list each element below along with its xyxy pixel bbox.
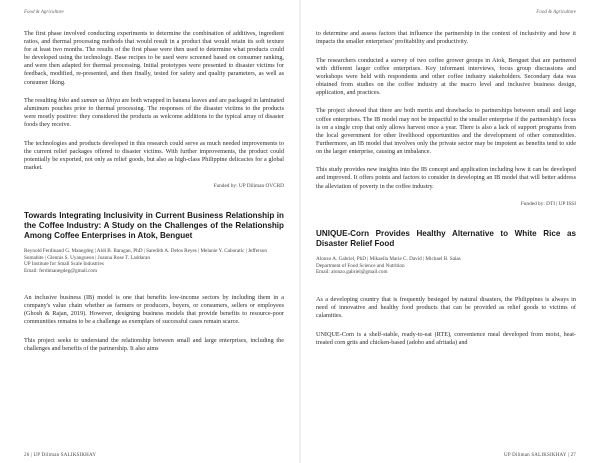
- left-p2-text-a: The resulting: [24, 97, 59, 105]
- coffee-article-paragraph-2: This project seeks to understand the relationship between small and large enterprises, including the challenges and benefits of the partnership. It also aims: [24, 336, 284, 353]
- corn-article-byline: [316, 256, 576, 276]
- left-paragraph-1: The first phase involved conducting experiments to determine the combination of additives, ingredient ratios, and thermal processing methods that would result in a product that would retain its soft texture for at least two months. The results of the first phase were then used to determine what products could be developed using the technology. Base recipes to be used were screened based on consumer ranking, and were then adapted for thermal processing. Initial prototypes were presented to disaster victims for feedback, modified, re-presented, and then finally, tested for safety and quality parameters, as well as consumer liking.: [24, 30, 284, 86]
- left-funding-credit: Funded by: UP Diliman OVCRD: [213, 182, 284, 189]
- right-paragraph-3: The project showed that there are both merits and drawbacks to partnerships between small and large coffee enterprises. The IB model may not be impactful to the smaller enterprise if the partnership's focus is on a single crop that only allows harvest once a year. There is also a lack of support programs from the local government for other livelihood opportunities and the development of other commodities. Furthermore, an IB model that involves only the private sector may be impotent as benefits tend to side on the larger enterprise, causing an imbalance.: [316, 107, 576, 155]
- left-p2-suman: suman sa lihiya: [81, 97, 121, 105]
- coffee-article-email: Email: ferdimanegdeg@gmail.com: [24, 267, 98, 274]
- left-paragraph-2: [24, 97, 284, 129]
- corn-article-paragraph-1: As a developing country that is frequently besieged by natural disasters, the Philippines is always in need of innovative and healthy food products that can be provided as relief goods to victims of calamities.: [316, 295, 576, 320]
- corn-article-email: Email: alonzo.gabriel@gmail.com: [316, 269, 388, 276]
- right-running-head: Food & Agriculture: [536, 10, 576, 15]
- coffee-article-affiliation: UP Institute for Small Scale Industries: [24, 261, 104, 268]
- corn-article-authors: Alonzo A. Gabriel, PhD | Mikaella Marie C. David | Michael B. Salas: [316, 256, 461, 263]
- spread-gutter: [299, 0, 301, 463]
- left-paragraph-3: The technologies and products developed in this research could serve as much needed improvements to the current relief packages offered to disaster victims. With further improvements, the product could potentially be exported, not only as relief goods, but also as high-class Philippine delicacies for a global market.: [24, 139, 284, 172]
- right-paragraph-1: to determine and assess factors that influence the partnership in the context of inclusivity and how it impacts the smaller enterprises' profitability and productivity.: [316, 30, 576, 46]
- coffee-article-paragraph-1: An inclusive business (IB) model is one that benefits low-income sectors by including them in a company's value chain whether as farmers or producers, buyers, or consumers, sellers or employees (Ghosh & Rajan, 2019). However, designing business models that provide benefits to resource-poor communities remains to be a challenge as exemplars of successful cases remain scarce.: [24, 294, 284, 326]
- left-column: [24, 30, 284, 364]
- coffee-article-authors: Reynold Ferdinand G. Manegdeg | Aldi B. Baragan, PhD | Saredith A. Delos Reyes | Melanie Y. Caboratic | Jefferson Sumabite | Glennis S. Uyangueon | Joanna Rose T. Laddaran: [24, 248, 267, 261]
- right-page-footer: UP Diliman SALIKSIKHAY | 27: [504, 453, 576, 458]
- left-p2-text-b: and: [69, 97, 82, 105]
- corn-article-affiliation: Department of Food Science and Nutrition: [316, 262, 405, 269]
- right-column: [316, 30, 576, 357]
- coffee-article-byline: [24, 248, 284, 274]
- corn-article-paragraph-2: UNIQUE-Corn is a shelf-stable, ready-to-eat (RTE), convenience meal developed from moist, heat-treated corn grits and chicken-based (adobo and afritada) and: [316, 330, 576, 346]
- coffee-article-title: Towards Integrating Inclusivity in Current Business Relationship in the Coffee Industry: A Study on the Challenges of the Relationship Among Coffee Enterprises in Atok, Benguet: [24, 210, 284, 240]
- right-paragraph-2: The researchers conducted a survey of two coffee grower groups in Atok, Benguet that are partnered with different larger coffee enterprises. Key informant interviews, focus group discussions and workshops were held with respondents and other coffee industry stakeholders. Secondary data was obtained from studies on the coffee industry at the macro level and inclusive business design, application, and practices.: [316, 56, 576, 96]
- left-page: [0, 0, 298, 463]
- left-p2-text-c: are both wrapped in banana leaves and are packaged in laminated aluminum pouches prior to thermal processing. The responses of the disaster victims to the products were mostly positive: they considered the products as welcome additions to the typical array of disaster foods they receive.: [24, 97, 284, 129]
- left-p2-biko: biko: [58, 97, 70, 105]
- right-funding-credit: Funded by: DTI | UP ISSI: [520, 201, 576, 208]
- corn-article-title: UNIQUE-Corn Provides Healthy Alternative to White Rice as Disaster Relief Food: [316, 229, 576, 249]
- left-running-head: Food & Agriculture: [24, 10, 64, 15]
- left-page-footer: 26 | UP Diliman SALIKSIKHAY: [24, 453, 97, 458]
- right-page: [302, 0, 600, 463]
- right-paragraph-4: This study provides new insights into the IB concept and application including how it can be developed and improved. It offers points and factors to consider in developing an IB model that will better address the alleviation of poverty in the coffee industry.: [316, 166, 576, 190]
